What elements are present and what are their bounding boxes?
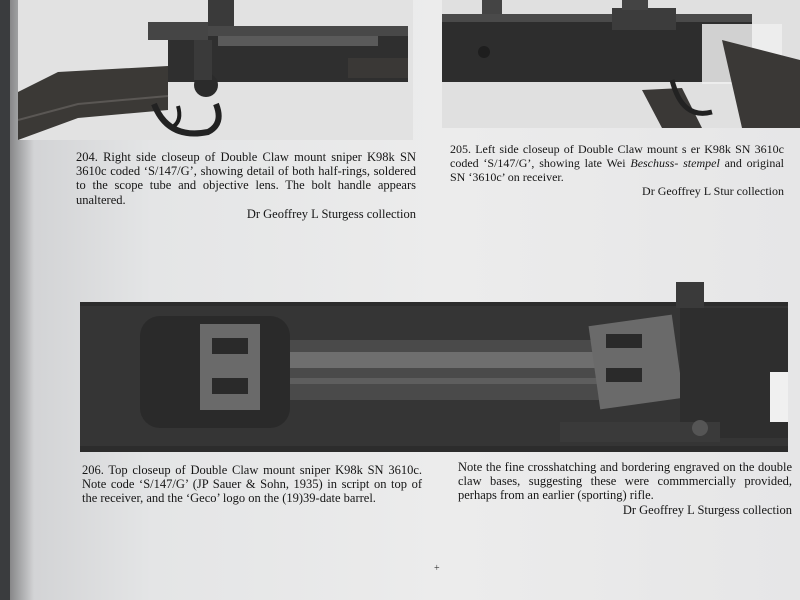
caption-205-text-c: and original SN ‘3610c’ on receiver. — [450, 156, 785, 184]
book-page — [10, 0, 800, 600]
caption-205-stempel: stempel — [683, 156, 720, 170]
caption-206-note-credit: Dr Geoffrey L Sturgess collection — [622, 502, 792, 517]
caption-205-credit-tail: collection — [736, 184, 784, 198]
caption-204-text: 204. Right side closeup of Double Claw mount sniper K98k SN 3610c coded ‘S/147/G’, showing detail of both half-rings, soldered to the scope tube and objective lens. The bolt handle appears unaltered. — [76, 150, 416, 207]
caption-205-credit-line — [450, 184, 784, 198]
rifle-right-side-image — [18, 0, 413, 140]
caption-206 — [82, 463, 422, 506]
caption-205-text-b: er K98k SN 3610c coded ‘S/147/G’, showing late Wei — [450, 142, 784, 170]
caption-206-note-text: Note the fine crosshatching and bordering engraved on the double claw bases, suggesting these were commmercially provided, perhaps from an earlier (sporting) rifle. — [458, 460, 792, 503]
photo-204-right-side — [18, 0, 413, 140]
photo-206-top-view — [80, 282, 788, 452]
caption-205 — [450, 142, 784, 198]
page-folio-mark: + — [434, 563, 440, 574]
caption-204-credit: Dr Geoffrey L Sturgess collection — [246, 206, 416, 221]
caption-205-credit: Dr Geoffrey L Stur — [642, 184, 734, 198]
rifle-top-view-image — [80, 282, 788, 452]
caption-204 — [76, 150, 416, 221]
caption-205-beschuss: Beschuss- — [630, 156, 679, 170]
caption-206-text: 206. Top closeup of Double Claw mount sniper K98k SN 3610c. Note code ‘S/147/G’ (JP Sauer & Sohn, 1935) in script on top of the receiver, and the ‘Geco’ logo on the (19)39-date barrel. — [82, 463, 422, 506]
caption-205-text-a: 205. Left side closeup of Double Claw mount s — [450, 142, 687, 156]
caption-206-note — [458, 460, 792, 517]
photo-205-left-side — [442, 0, 800, 128]
rifle-left-side-image — [442, 0, 800, 128]
